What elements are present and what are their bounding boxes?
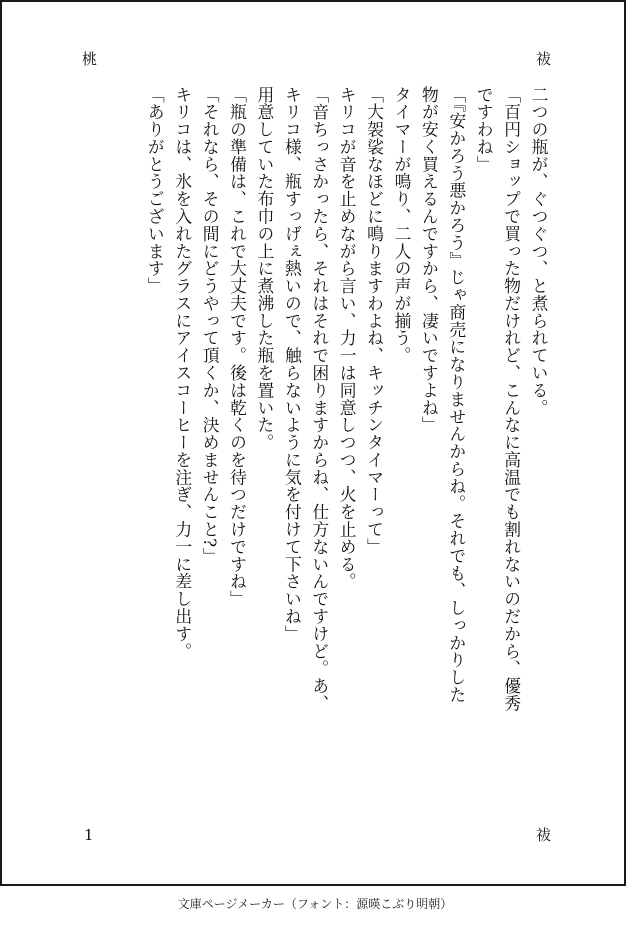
text-line: タイマーが鳴り、二人の声が揃う。: [391, 86, 412, 365]
text-line: 「音ちっさかったら、それはそれで困りますからね、仕方ないんですけど。あ、: [309, 86, 330, 713]
text-line: 「百円ショップで買った物だけれど、こんなに高温でも割れないのだから、優秀: [501, 86, 522, 713]
text-line: 「ありがとうございます」: [145, 86, 166, 295]
footer-credit: 文庫ページメーカー（フォント：源暎こぶり明朝）: [177, 897, 453, 911]
text-line: 物が安く買えるんですから、凄いですよね」: [419, 86, 440, 434]
text-line: キリコ様、瓶すっげぇ熱いので、触らないように気を付けて下さいね」: [282, 86, 303, 643]
text-line: 「瓶の準備は、これで大丈夫です。後は乾くのを待つだけですね」: [227, 86, 248, 608]
page-number: 1: [84, 826, 94, 844]
text-line: 「それなら、その間にどうやって頂くか、決めませんこと?」: [200, 86, 221, 566]
text-line: 二つの瓶が、ぐつぐつ、と煮られている。: [529, 86, 549, 417]
vertical-body-text: [141, 86, 552, 776]
text-line: 「大袈裟なほどに鳴りますわよね、キッチンタイマーって」: [364, 86, 385, 556]
text-line: 「『安かろう悪かろう』じゃ商売になりませんからね。それでも、しっかりした: [446, 86, 467, 704]
text-line: ですわね」: [474, 86, 495, 173]
header-right-label: 祓: [536, 50, 552, 68]
header-left-label: 桃: [82, 50, 98, 68]
text-line: キリコは、氷を入れたグラスにアイスコーヒーを注ぎ、力一に差し出す。: [172, 86, 193, 660]
text-line: キリコが音を止めながら言い、力一は同意しつつ、火を止める。: [337, 86, 358, 591]
footer-right-label: 祓: [536, 826, 552, 844]
text-line: 用意していた布巾の上に煮沸した瓶を置いた。: [254, 86, 275, 452]
